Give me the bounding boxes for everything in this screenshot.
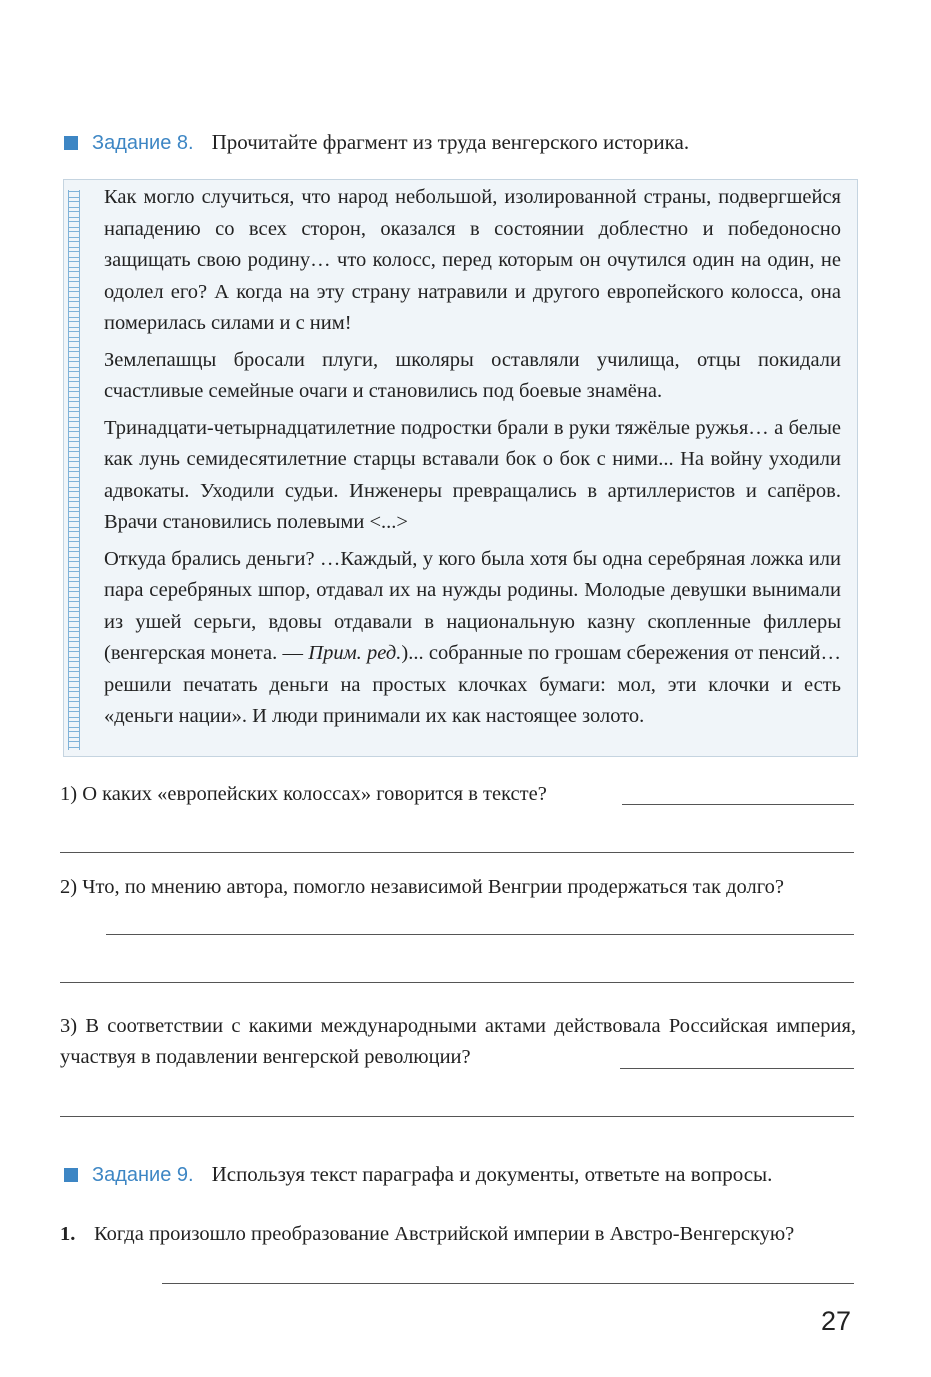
answer-line-9-1[interactable] [162,1283,854,1284]
answer-line-2b[interactable] [60,982,854,983]
square-bullet-icon [64,1168,78,1182]
answer-line-1b[interactable] [60,852,854,853]
task-9-label: Задание 9. [92,1164,194,1186]
quote-paragraph-1: Как могло случиться, что народ небольшой, изолированной страны, подвергшейся нападению со всех сторон, оказался в состоянии доблестно и победоносно защищать свою родину… что колосс, перед которым он очутился один на один, не одолел его? А когда на эту страну натравили и другого европейского колосса, она померилась силами и с ним! [104,186,841,334]
page-number: 27 [821,1306,852,1336]
quote-box [63,179,858,757]
answer-line-3a[interactable] [620,1068,854,1069]
task-9-instruction: Используя текст параграфа и документы, ответьте на вопросы. [211,1162,773,1186]
task-8-header [64,130,689,155]
editor-note: Прим. ред. [308,642,402,664]
quote-paragraph-3: Тринадцати-четырнадцатилетние подростки брали в руки тяжёлые ружья… а белые как лунь семидесятилетние старцы вставали бок о бок с ними... На войну уходили адвокаты. Уходили судьи. Инженеры превращались в артиллеристов и сапёров. Врачи становились полевыми <...> [104,416,841,533]
task-9-question-1-text: Когда произошло преобразование Австрийской империи в Австро-Венгерскую? [94,1223,795,1245]
task-8-instruction: Прочитайте фрагмент из труда венгерского историка. [211,130,690,154]
task-9-header [64,1162,772,1187]
quote-paragraph-2: Землепашцы бросали плуги, школяры оставляли училища, отцы покидали счастливые семейные очаги и становились под боевые знамёна. [104,348,841,402]
quote-paragraph-4 [104,544,841,733]
dotted-border-decoration [68,190,80,750]
question-1: 1) О каких «европейских колоссах» говорится в тексте? [60,783,547,805]
answer-line-3b[interactable] [60,1116,854,1117]
square-bullet-icon [64,136,78,150]
answer-line-2a[interactable] [106,934,854,935]
question-3: 3) В соответствии с какими международными актами действовала Российская империя, участвуя в подавлении венгерской революции? [60,1015,856,1068]
quote-paragraph-4-end: )... собранные по грошам сбережения от пенсий… решили печатать деньги на простых клочках бумаги: мол, эти клочки и есть «деньги нации». И люди принимали их как настоящее золото. [104,642,841,727]
answer-line-1a[interactable] [622,804,854,805]
task-9-question-1-number: 1. [60,1223,76,1245]
quote-paragraph-4-start: Откуда брались деньги? …Каждый, у кого была хотя бы одна серебряная ложка или пара серебряных шпор, отдавал их на нужды родины. Молодые девушки вынимали из ушей серьги, вдовы отдавали в национальную казну скопленные филлеры (венгерская монета. — [104,547,841,664]
quote-text [104,182,841,738]
question-2: 2) Что, по мнению автора, помогло независимой Венгрии продержаться так долго? [60,876,784,898]
task-8-label: Задание 8. [92,132,194,154]
task-9-question-1 [60,1219,856,1250]
